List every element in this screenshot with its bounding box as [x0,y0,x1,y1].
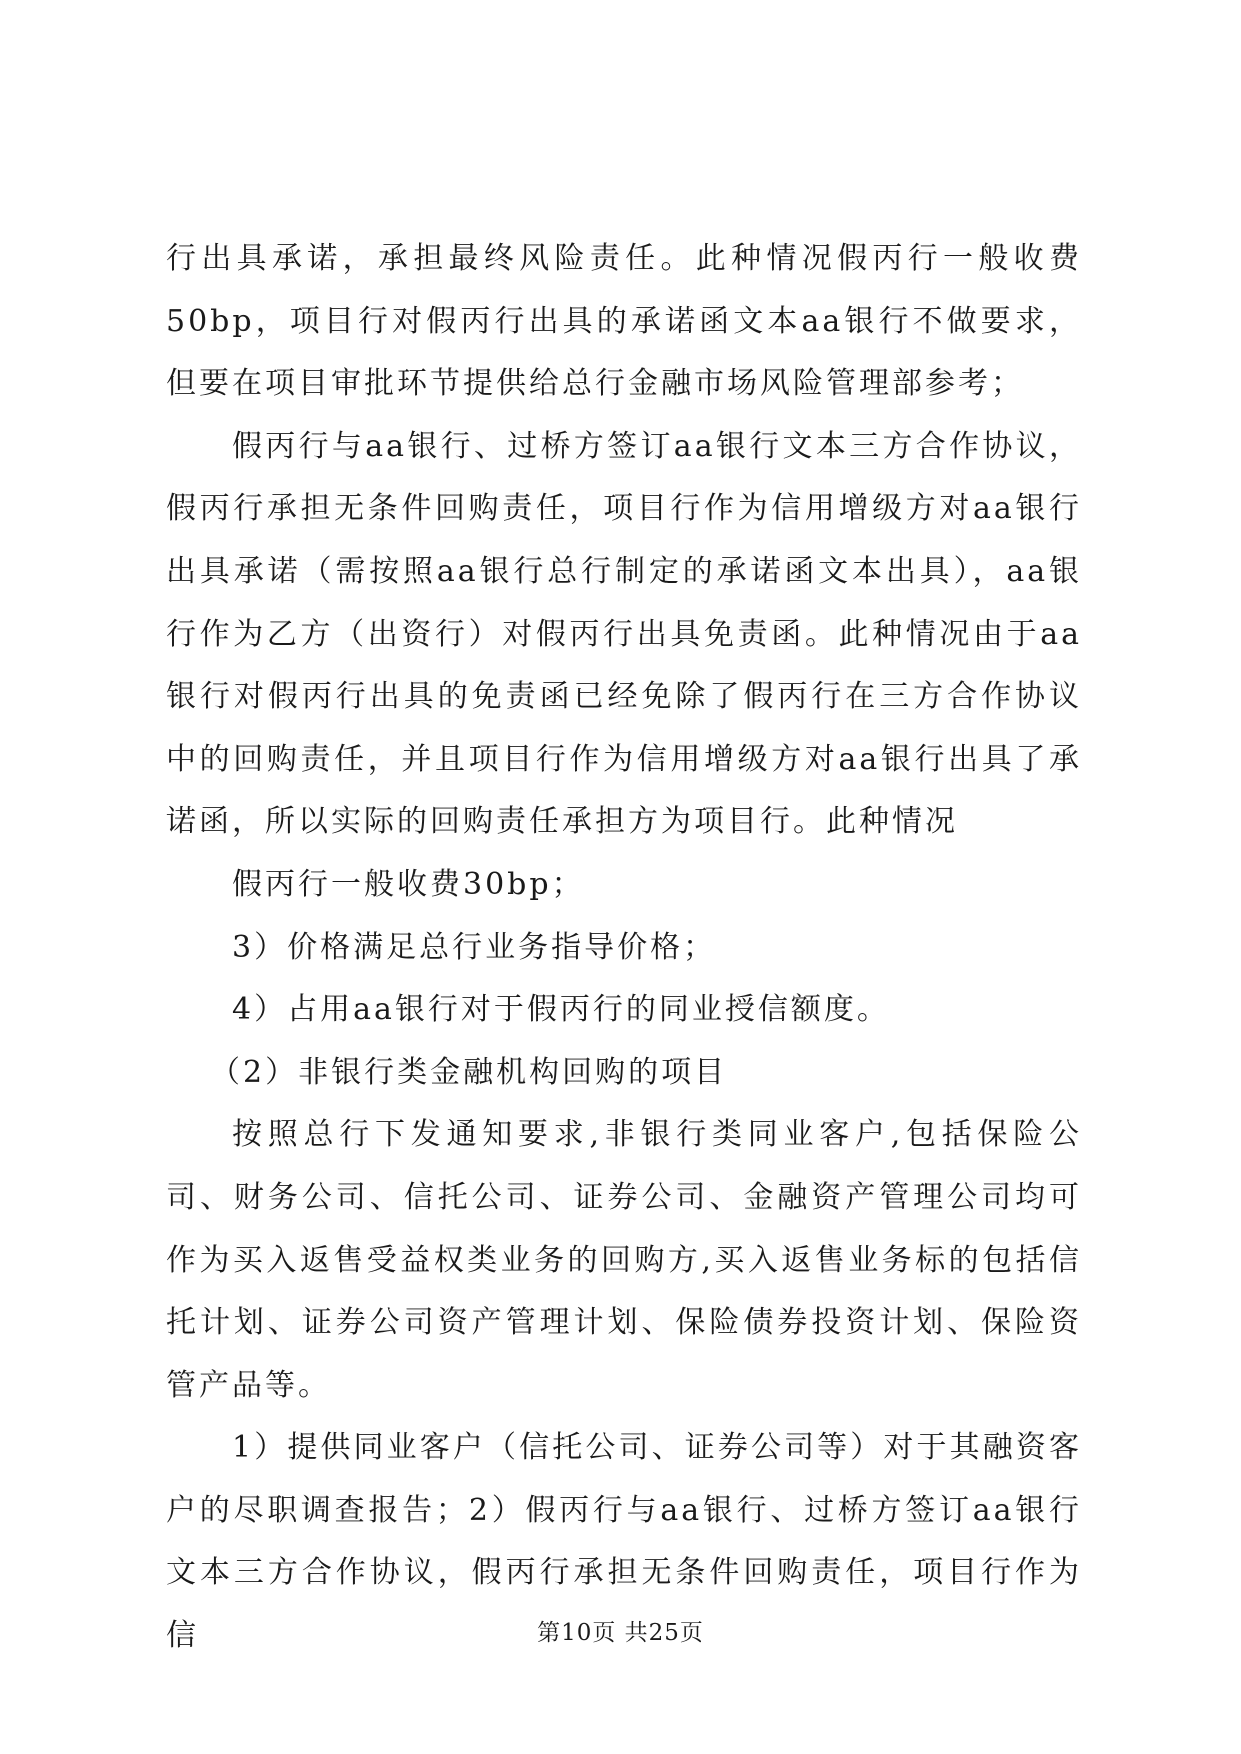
paragraph-tripartite-agreement: 假丙行与aa银行、过桥方签订aa银行文本三方合作协议，假丙行承担无条件回购责任，项目行作为信用增级方对aa银行出具承诺（需按照aa银行总行制定的承诺函文本出具），aa银行作为乙方（出资行）对假丙行出具免责函。此种情况由于aa银行对假丙行出具的免责函已经免除了假丙行在三方合作协议中的回购责任，并且项目行作为信用增级方对aa银行出具了承诺函，所以实际的回购责任承担方为项目行。此种情况 [166,428,1082,840]
paragraph-risk-undertaking: 行出具承诺，承担最终风险责任。此种情况假丙行一般收费50bp，项目行对假丙行出具的承诺函文本aa银行不做要求，但要在项目审批环节提供给总行金融市场风险管理部参考； [166,241,1082,402]
paragraph-non-bank-clients: 按照总行下发通知要求,非银行类同业客户,包括保险公司、财务公司、信托公司、证券公司、金融资产管理公司均可作为买入返售受益权类业务的回购方,买入返售业务标的包括信托计划、证券公司资产管理计划、保险债券投资计划、保险资管产品等。 [166,1117,1082,1403]
paragraph-fee-30bp: 假丙行一般收费30bp； [232,866,585,902]
list-item-price: 3）价格满足总行业务指导价格； [232,929,717,965]
paragraph-due-diligence: 1）提供同业客户（信托公司、证券公司等）对于其融资客户的尽职调查报告；2）假丙行与aa银行、过桥方签订aa银行文本三方合作协议，假丙行承担无条件回购责任，项目行作为信 [166,1430,1082,1654]
list-item-credit-line: 4）占用aa银行对于假丙行的同业授信额度。 [232,992,890,1028]
page-number: 第10页 共25页 [537,1620,704,1646]
document-body [166,228,1082,1668]
section-heading-non-bank: （2）非银行类金融机构回购的项目 [210,1054,728,1090]
